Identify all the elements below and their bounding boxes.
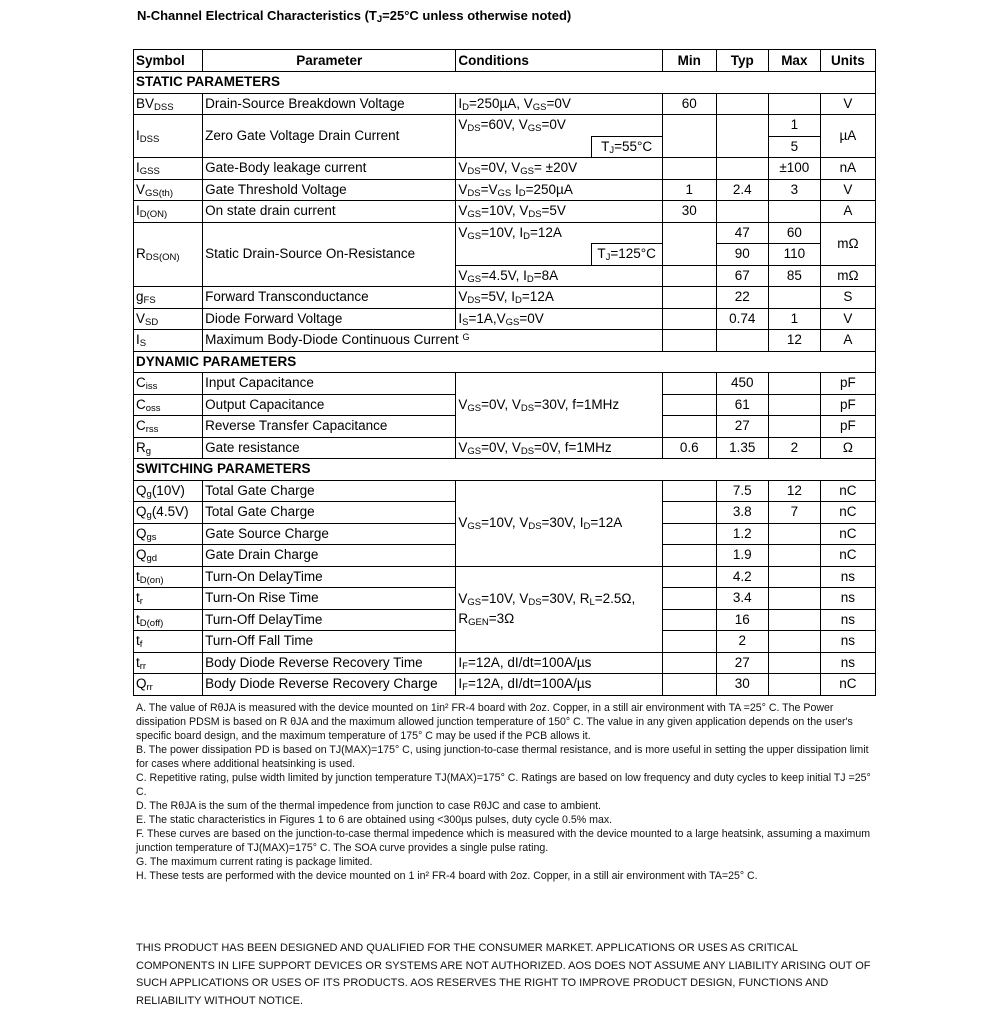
units-cell: pF xyxy=(820,373,875,395)
table-row-vsd xyxy=(134,308,876,330)
conditions-cell: $V_{GS}=10V$, $V_{DS}=5V$ xyxy=(456,201,662,223)
conditions-cell: $I_F=12A$, dI/dt=100A/µs xyxy=(456,652,662,674)
typ-cell: 1.2 xyxy=(716,523,768,545)
typ-cell: 3.8 xyxy=(716,502,768,524)
max-cell: 12 xyxy=(768,480,820,502)
min-cell xyxy=(662,566,716,588)
min-cell xyxy=(662,265,716,287)
parameter-cell: Static Drain-Source On-Resistance xyxy=(203,222,456,287)
parameter-cell: Turn-Off DelayTime xyxy=(203,609,456,631)
min-cell xyxy=(662,222,716,265)
conditions-cell: $V_{DS}=V_{GS}$ $I_D=250\mu A$ xyxy=(456,179,662,201)
max-cell: 12 xyxy=(768,330,820,352)
symbol-cell: $C_{oss}$ xyxy=(134,394,203,416)
symbol-cell: $g_{FS}$ xyxy=(134,287,203,309)
max-cell: 7 xyxy=(768,502,820,524)
table-row-idss xyxy=(134,115,876,137)
page-title: N-Channel Electrical Characteristics ($T_J=25^\circ C$ unless otherwise noted) xyxy=(137,8,572,25)
typ-cell: 30 xyxy=(716,674,768,696)
typ-cell: 3.4 xyxy=(716,588,768,610)
footnote-c: C. Repetitive rating, pulse width limited by junction temperature TJ(MAX)=175° C. Ratings are based on low frequency and duty cycles to keep initial TJ =25° C. xyxy=(136,772,871,798)
parameter-cell: Turn-Off Fall Time xyxy=(203,631,456,653)
units-cell: pF xyxy=(820,394,875,416)
max-cell: ±100 xyxy=(768,158,820,180)
symbol-cell: $t_{D(on)}$ xyxy=(134,566,203,588)
col-header-conditions: Conditions xyxy=(456,50,662,72)
units-cell: ns xyxy=(820,631,875,653)
footnotes xyxy=(136,701,871,883)
footnote-e: E. The static characteristics in Figures 1 to 6 are obtained using <300µs pulses, duty cycle 0.5% max. xyxy=(136,814,613,826)
typ-cell xyxy=(716,330,768,352)
units-cell: nC xyxy=(820,480,875,502)
typ-cell: 4.2 xyxy=(716,566,768,588)
max-cell xyxy=(768,523,820,545)
typ-cell: 61 xyxy=(716,394,768,416)
typ-cell: 47 xyxy=(716,222,768,244)
symbol-cell: $R_{DS(ON)}$ xyxy=(134,222,203,287)
table-row-qrr xyxy=(134,674,876,696)
max-cell xyxy=(768,201,820,223)
min-cell xyxy=(662,545,716,567)
symbol-cell: $C_{iss}$ xyxy=(134,373,203,395)
symbol-cell: $Q_g(4.5V)$ xyxy=(134,502,203,524)
parameter-cell: Body Diode Reverse Recovery Time xyxy=(203,652,456,674)
symbol-cell: $I_{D(ON)}$ xyxy=(134,201,203,223)
units-cell: V xyxy=(820,93,875,115)
typ-cell: 1.9 xyxy=(716,545,768,567)
max-cell: 110 xyxy=(768,244,820,266)
max-cell: 2 xyxy=(768,437,820,459)
units-cell: V xyxy=(820,308,875,330)
table-row-rg xyxy=(134,437,876,459)
min-cell xyxy=(662,330,716,352)
parameter-cell: Body Diode Reverse Recovery Charge xyxy=(203,674,456,696)
max-cell xyxy=(768,609,820,631)
symbol-cell: $V_{SD}$ xyxy=(134,308,203,330)
units-cell: A xyxy=(820,330,875,352)
col-header-units: Units xyxy=(820,50,875,72)
typ-cell: 450 xyxy=(716,373,768,395)
footnote-b: B. The power dissipation PD is based on TJ(MAX)=175° C, using junction-to-case thermal resistance, and is more useful in setting the upper dissipation limit for cases where additional heatsinking is used. xyxy=(136,744,869,770)
conditions-tj-cell: $T_J=125^\circ C$ xyxy=(591,244,662,266)
typ-cell xyxy=(716,115,768,158)
disclaimer: THIS PRODUCT HAS BEEN DESIGNED AND QUALIFIED FOR THE CONSUMER MARKET. APPLICATIONS OR USES AS CRITICAL COMPONENTS IN LIFE SUPPORT DEVICES OR SYSTEMS ARE NOT AUTHORIZED. AOS DOES NOT ASSUME ANY LIABILITY ARISING OUT OF SUCH APPLICATIONS OR USES OF ITS PRODUCTS. AOS RESERVES THE RIGHT TO IMPROVE PRODUCT DESIGN, FUNCTIONS AND RELIABILITY WITHOUT NOTICE. xyxy=(136,942,871,1007)
footnote-h: H. These tests are performed with the device mounted on 1 in² FR-4 board with 2oz. Copper, in a still air environment with TA=25° C. xyxy=(136,870,758,882)
table-row-gfs xyxy=(134,287,876,309)
units-cell: nC xyxy=(820,674,875,696)
symbol-cell: $I_{DSS}$ xyxy=(134,115,203,158)
symbol-cell: $V_{GS(th)}$ xyxy=(134,179,203,201)
symbol-cell: $Q_g(10V)$ xyxy=(134,480,203,502)
table-row-bvdss xyxy=(134,93,876,115)
max-cell: 85 xyxy=(768,265,820,287)
units-cell: ns xyxy=(820,652,875,674)
symbol-cell: $t_f$ xyxy=(134,631,203,653)
col-header-min: Min xyxy=(662,50,716,72)
typ-cell: 0.74 xyxy=(716,308,768,330)
max-cell: 5 xyxy=(768,136,820,158)
table-row-ciss xyxy=(134,373,876,395)
conditions-spacer-cell xyxy=(456,136,591,158)
section-title-switching: SWITCHING PARAMETERS xyxy=(134,459,876,481)
parameter-cell: On state drain current xyxy=(203,201,456,223)
table-row-igss xyxy=(134,158,876,180)
max-cell xyxy=(768,416,820,438)
min-cell xyxy=(662,631,716,653)
parameter-cell: Gate Drain Charge xyxy=(203,545,456,567)
section-row-switching xyxy=(134,459,876,481)
typ-cell: 27 xyxy=(716,652,768,674)
typ-cell: 2 xyxy=(716,631,768,653)
max-cell xyxy=(768,652,820,674)
conditions-cell: $V_{DS}=5V$, $I_D=12A$ xyxy=(456,287,662,309)
typ-cell: 22 xyxy=(716,287,768,309)
units-cell: pF xyxy=(820,416,875,438)
electrical-characteristics-table xyxy=(133,49,876,696)
min-cell: 60 xyxy=(662,93,716,115)
max-cell xyxy=(768,545,820,567)
symbol-cell: $Q_{gd}$ xyxy=(134,545,203,567)
max-cell xyxy=(768,287,820,309)
conditions-cell: $I_S=1A,V_{GS}=0V$ xyxy=(456,308,662,330)
parameter-cell: Turn-On DelayTime xyxy=(203,566,456,588)
conditions-cell: $V_{GS}=4.5V$, $I_D=8A$ xyxy=(456,265,662,287)
parameter-cell: Gate Threshold Voltage xyxy=(203,179,456,201)
parameter-cell: Reverse Transfer Capacitance xyxy=(203,416,456,438)
table-row-idon xyxy=(134,201,876,223)
section-row-static xyxy=(134,72,876,94)
table-row-qg10 xyxy=(134,480,876,502)
typ-cell: 67 xyxy=(716,265,768,287)
min-cell xyxy=(662,115,716,158)
max-cell: 1 xyxy=(768,115,820,137)
symbol-cell: $R_g$ xyxy=(134,437,203,459)
min-cell: 0.6 xyxy=(662,437,716,459)
units-cell: nC xyxy=(820,502,875,524)
units-cell: S xyxy=(820,287,875,309)
symbol-cell: $I_S$ xyxy=(134,330,203,352)
units-cell: mΩ xyxy=(820,222,875,265)
min-cell xyxy=(662,416,716,438)
footnote-a: A. The value of RθJA is measured with the device mounted on 1in² FR-4 board with 2oz. Copper, in a still air environment with TA =25° C. The Power dissipation PDSM is based on R θJA and the maximum allowed junction temperature of 150° C. The value in any given application depends on the user's specific board design, and the maximum temperature of 175° C may be used if the PCB allows it. xyxy=(136,702,853,742)
units-cell: ns xyxy=(820,566,875,588)
parameter-cell: Input Capacitance xyxy=(203,373,456,395)
units-cell: Ω xyxy=(820,437,875,459)
min-cell xyxy=(662,480,716,502)
parameter-cell: Gate Source Charge xyxy=(203,523,456,545)
max-cell xyxy=(768,566,820,588)
max-cell xyxy=(768,373,820,395)
parameter-cell: Zero Gate Voltage Drain Current xyxy=(203,115,456,158)
section-title-static: STATIC PARAMETERS xyxy=(134,72,876,94)
units-cell: mΩ xyxy=(820,265,875,287)
typ-cell: 90 xyxy=(716,244,768,266)
conditions-spacer-cell xyxy=(456,244,591,266)
max-cell xyxy=(768,631,820,653)
parameter-cell: Drain-Source Breakdown Voltage xyxy=(203,93,456,115)
table-row-rdson xyxy=(134,222,876,244)
footnote-d: D. The RθJA is the sum of the thermal impedence from junction to case RθJC and case to ambient. xyxy=(136,800,601,812)
typ-cell: 7.5 xyxy=(716,480,768,502)
min-cell xyxy=(662,674,716,696)
min-cell xyxy=(662,588,716,610)
min-cell xyxy=(662,609,716,631)
table-header-row xyxy=(134,50,876,72)
typ-cell: 27 xyxy=(716,416,768,438)
conditions-cell: $I_D=250\mu A$, $V_{GS}=0V$ xyxy=(456,93,662,115)
col-header-typ: Typ xyxy=(716,50,768,72)
min-cell xyxy=(662,287,716,309)
symbol-cell: $Q_{gs}$ xyxy=(134,523,203,545)
max-cell xyxy=(768,394,820,416)
typ-cell xyxy=(716,201,768,223)
conditions-cell: $V_{GS}=10V$, $V_{DS}=30V$, $I_D=12A$ xyxy=(456,480,662,566)
units-cell: nC xyxy=(820,523,875,545)
min-cell: 1 xyxy=(662,179,716,201)
parameter-cell: Total Gate Charge xyxy=(203,480,456,502)
parameter-cell: Forward Transconductance xyxy=(203,287,456,309)
min-cell xyxy=(662,308,716,330)
parameter-cell: Maximum Body-Diode Continuous Current $^G$ xyxy=(203,330,663,352)
typ-cell: 16 xyxy=(716,609,768,631)
symbol-cell: $I_{GSS}$ xyxy=(134,158,203,180)
typ-cell xyxy=(716,158,768,180)
max-cell xyxy=(768,588,820,610)
units-cell: nA xyxy=(820,158,875,180)
symbol-cell: $BV_{DSS}$ xyxy=(134,93,203,115)
max-cell xyxy=(768,674,820,696)
min-cell xyxy=(662,523,716,545)
max-cell: 1 xyxy=(768,308,820,330)
table-row-is xyxy=(134,330,876,352)
parameter-cell: Diode Forward Voltage xyxy=(203,308,456,330)
section-row-dynamic xyxy=(134,351,876,373)
footnote-f: F. These curves are based on the junction-to-case thermal impedence which is measured with the device mounted to a large heatsink, assuming a maximum junction temperature of TJ(MAX)=175° C. The SOA curve provides a single pulse rating. xyxy=(136,828,871,854)
conditions-cell: $V_{GS}=0V$, $V_{DS}=0V$, f=1MHz xyxy=(456,437,662,459)
symbol-cell: $C_{rss}$ xyxy=(134,416,203,438)
units-cell: V xyxy=(820,179,875,201)
conditions-cell: $V_{GS}=10V$, $I_D=12A$ xyxy=(456,222,662,244)
units-cell: ns xyxy=(820,609,875,631)
conditions-cell: $V_{DS}=60V$, $V_{GS}=0V$ xyxy=(456,115,662,137)
conditions-tj-cell: $T_J=55^\circ C$ xyxy=(591,136,662,158)
min-cell xyxy=(662,394,716,416)
symbol-cell: $t_r$ xyxy=(134,588,203,610)
col-header-symbol: Symbol xyxy=(134,50,203,72)
parameter-cell: Output Capacitance xyxy=(203,394,456,416)
symbol-cell: $t_{D(off)}$ xyxy=(134,609,203,631)
conditions-cell: $I_F=12A$, dI/dt=100A/µs xyxy=(456,674,662,696)
conditions-cell: $V_{DS}=0V$, $V_{GS}= \pm 20V$ xyxy=(456,158,662,180)
units-cell: ns xyxy=(820,588,875,610)
col-header-max: Max xyxy=(768,50,820,72)
parameter-cell: Gate-Body leakage current xyxy=(203,158,456,180)
table-row-vgsth xyxy=(134,179,876,201)
col-header-parameter: Parameter xyxy=(203,50,456,72)
units-cell: A xyxy=(820,201,875,223)
min-cell xyxy=(662,652,716,674)
parameter-cell: Turn-On Rise Time xyxy=(203,588,456,610)
parameter-cell: Total Gate Charge xyxy=(203,502,456,524)
symbol-cell: $t_{rr}$ xyxy=(134,652,203,674)
max-cell xyxy=(768,93,820,115)
conditions-cell: $V_{GS}=0V$, $V_{DS}=30V$, f=1MHz xyxy=(456,373,662,438)
max-cell: 60 xyxy=(768,222,820,244)
symbol-cell: $Q_{rr}$ xyxy=(134,674,203,696)
conditions-cell: $V_{GS}=10V$, $V_{DS}=30V$, $R_L=2.5\Omega$, $R_{GEN}=3\Omega$ xyxy=(456,566,662,652)
typ-cell: 1.35 xyxy=(716,437,768,459)
parameter-cell: Gate resistance xyxy=(203,437,456,459)
typ-cell xyxy=(716,93,768,115)
units-cell: nC xyxy=(820,545,875,567)
min-cell xyxy=(662,158,716,180)
min-cell: 30 xyxy=(662,201,716,223)
table-row-tdon xyxy=(134,566,876,588)
typ-cell: 2.4 xyxy=(716,179,768,201)
min-cell xyxy=(662,502,716,524)
min-cell xyxy=(662,373,716,395)
units-cell: µA xyxy=(820,115,875,158)
max-cell: 3 xyxy=(768,179,820,201)
section-title-dynamic: DYNAMIC PARAMETERS xyxy=(134,351,876,373)
footnote-g: G. The maximum current rating is package limited. xyxy=(136,856,373,868)
table-row-trr xyxy=(134,652,876,674)
